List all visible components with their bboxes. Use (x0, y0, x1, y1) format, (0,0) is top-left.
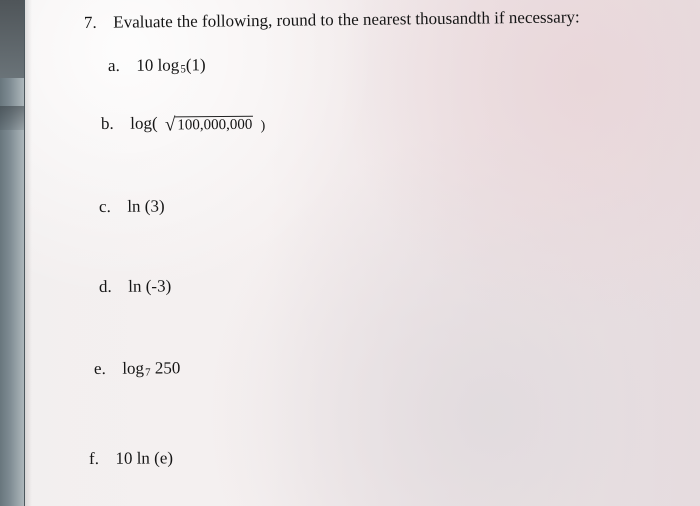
problem-label: a. (107, 55, 120, 75)
log-base-subscript: 7 (145, 366, 151, 379)
paper-edge-shadow (24, 0, 32, 506)
background-shadow (0, 0, 24, 78)
problem-d (99, 277, 171, 295)
expression-suffix: ) (260, 118, 266, 134)
problem-label: c. (98, 196, 111, 216)
binder-tab (0, 106, 24, 130)
question-number: 7. (83, 12, 97, 32)
problem-f (89, 449, 173, 467)
expression-suffix: 250 (150, 358, 181, 378)
problem-label: b. (100, 113, 114, 133)
problem-label: f. (88, 448, 99, 468)
expression-prefix: log (122, 358, 145, 378)
expression-prefix: log( (130, 113, 158, 133)
problem-expression: 10 ln (e) (115, 448, 174, 468)
question-prompt (84, 8, 580, 31)
problem-c (99, 197, 165, 215)
problem-label: e. (93, 358, 106, 378)
problem-a (108, 56, 206, 74)
question-text: Evaluate the following, round to the nearest thousandth if necessary: (113, 7, 580, 32)
problem-expression: ln (-3) (128, 276, 172, 296)
square-root-expression (165, 115, 254, 135)
radicand: 100,000,000 (175, 115, 253, 134)
problem-label: d. (98, 276, 112, 296)
problem-e (94, 359, 180, 377)
expression-suffix: (1) (185, 55, 206, 75)
problem-b (100, 113, 266, 136)
problem-expression: ln (3) (127, 196, 165, 216)
square-root-icon: √ (164, 114, 176, 136)
log-base-subscript: 5 (180, 63, 186, 76)
background-strip (0, 0, 25, 506)
expression-prefix: 10 log (136, 55, 180, 75)
